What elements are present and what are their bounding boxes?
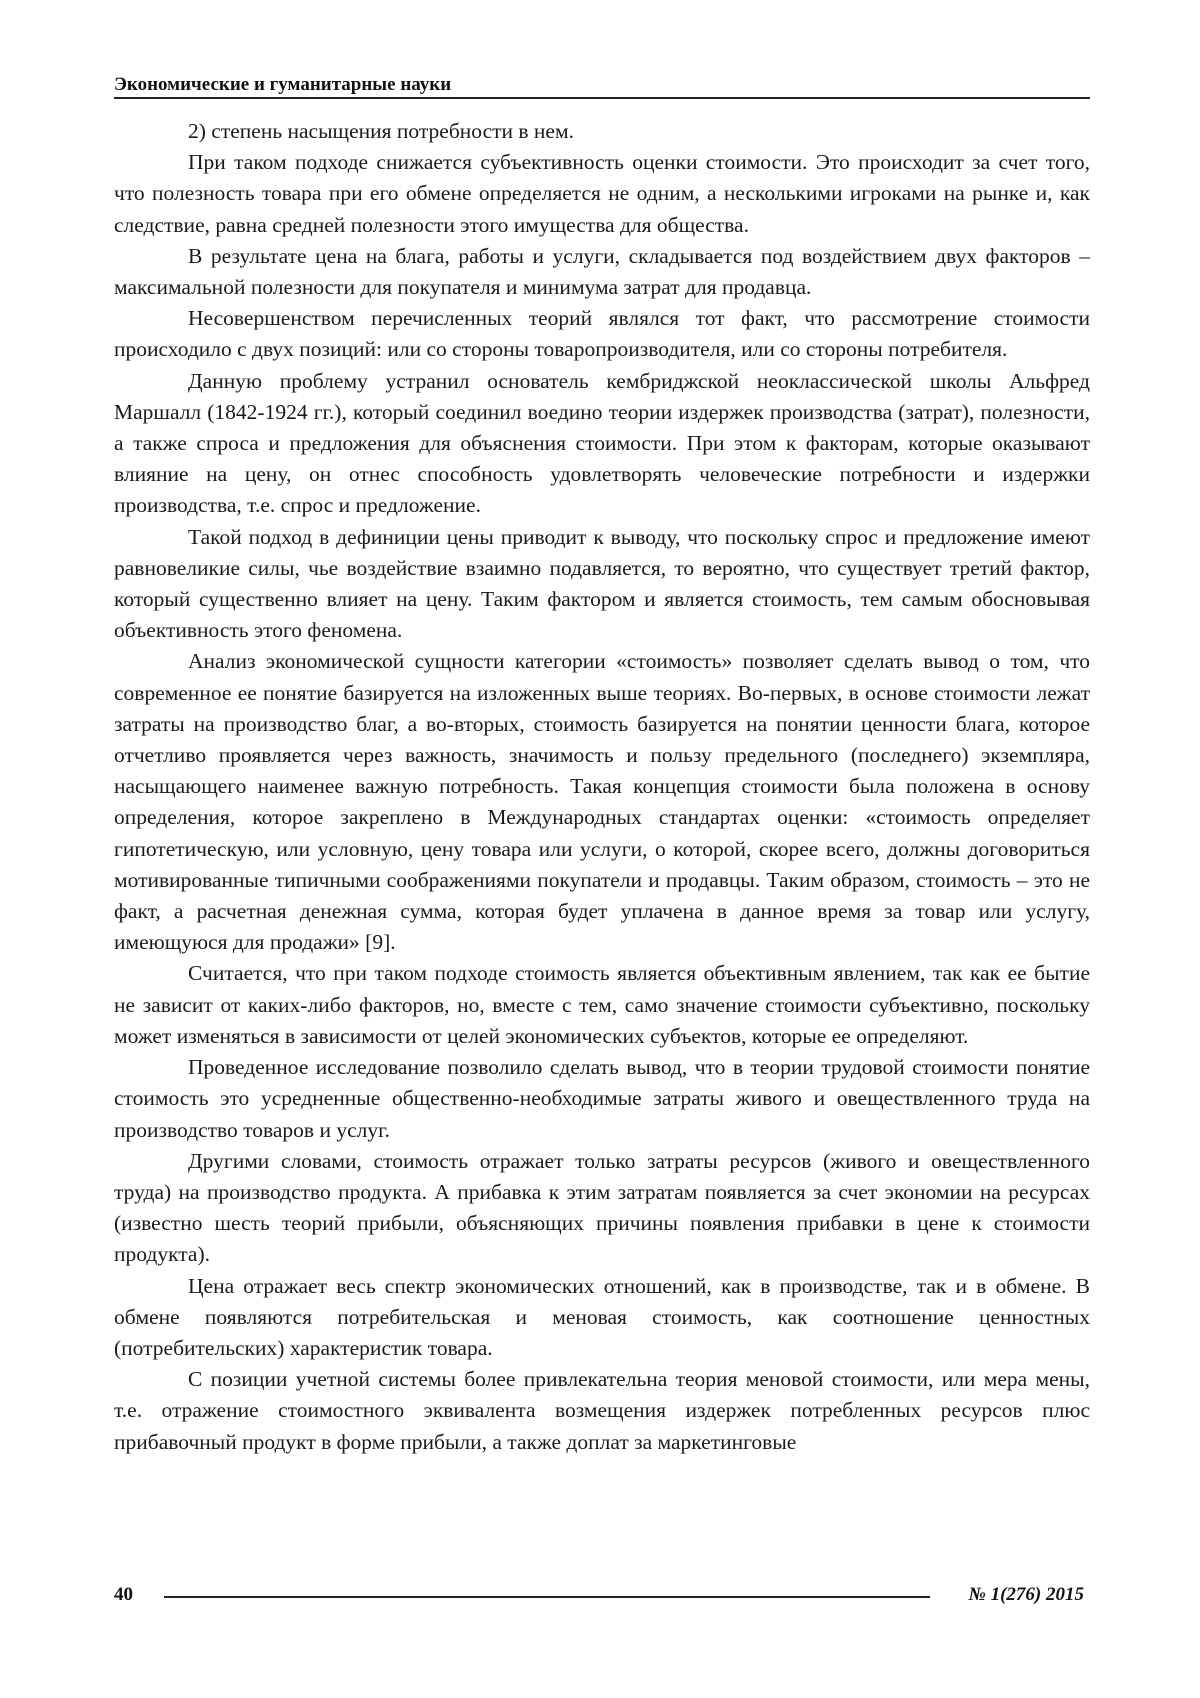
paragraph: С позиции учетной системы более привлекательна теория меновой стоимости, или мера мены, т.е. отражение стоимостного эквивалента возмещения издержек потребленных ресурсов плюс прибавочный продукт в форме прибыли, а также доплат за маркетинговые: [114, 1364, 1090, 1458]
issue-number: № 1(276) 2015: [968, 1584, 1084, 1606]
paragraph: Данную проблему устранил основатель кембриджской неоклассической школы Альфред Маршалл (1842-1924 гг.), который соединил воедино теории издержек производства (затрат), полезности, а также спроса и предложения для объяснения стоимости. При этом к факторам, которые оказывают влияние на цену, он отнес способность удовлетворять человеческие потребности и издержки производства, т.е. спрос и предложение.: [114, 366, 1090, 522]
paragraph: Проведенное исследование позволило сделать вывод, что в теории трудовой стоимости понятие стоимость это усредненные общественно-необходимые затраты живого и овеществленного труда на производство товаров и услуг.: [114, 1052, 1090, 1146]
paragraph: При таком подходе снижается субъективность оценки стоимости. Это происходит за счет того, что полезность товара при его обмене определяется не одним, а несколькими игроками на рынке и, как следствие, равна средней полезности этого имущества для общества.: [114, 147, 1090, 241]
document-page: [0, 0, 1200, 1698]
article-body: [114, 116, 1090, 1458]
paragraph: Такой подход в дефиниции цены приводит к выводу, что поскольку спрос и предложение имеют равновеликие силы, чье воздействие взаимно подавляется, то вероятно, что существует третий фактор, который существенно влияет на цену. Таким фактором и является стоимость, тем самым обосновывая объективность этого феномена.: [114, 522, 1090, 647]
paragraph: В результате цена на блага, работы и услуги, складывается под воздействием двух факторов – максимальной полезности для покупателя и минимума затрат для продавца.: [114, 241, 1090, 303]
page-footer: [114, 1584, 1090, 1608]
page-number: 40: [114, 1584, 133, 1606]
paragraph: Другими словами, стоимость отражает только затраты ресурсов (живого и овеществленного труда) на производство продукта. А прибавка к этим затратам появляется за счет экономии на ресурсах (известно шесть теорий прибыли, объясняющих причины появления прибавки в цене к стоимости продукта).: [114, 1146, 1090, 1271]
paragraph: Цена отражает весь спектр экономических отношений, как в производстве, так и в обмене. В обмене появляются потребительская и меновая стоимость, как соотношение ценностных (потребительских) характеристик товара.: [114, 1271, 1090, 1365]
paragraph: Считается, что при таком подходе стоимость является объективным явлением, так как ее бытие не зависит от каких-либо факторов, но, вместе с тем, само значение стоимости субъективно, поскольку может изменяться в зависимости от целей экономических субъектов, которые ее определяют.: [114, 958, 1090, 1052]
paragraph: Несовершенством перечисленных теорий являлся тот факт, что рассмотрение стоимости происходило с двух позиций: или со стороны товаропроизводителя, или со стороны потребителя.: [114, 303, 1090, 365]
running-header: Экономические и гуманитарные науки: [114, 74, 1090, 99]
paragraph: Анализ экономической сущности категории «стоимость» позволяет сделать вывод о том, что современное ее понятие базируется на изложенных выше теориях. Во-первых, в основе стоимости лежат затраты на производство благ, а во-вторых, стоимость базируется на понятии ценности блага, которое отчетливо проявляется через важность, значимость и пользу предельного (последнего) экземпляра, насыщающего наименее важную потребность. Такая концепция стоимости была положена в основу определения, которое закреплено в Международных стандартах оценки: «стоимость определяет гипотетическую, или условную, цену товара или услуги, о которой, скорее всего, должны договориться мотивированные типичными соображениями покупатели и продавцы. Таким образом, стоимость – это не факт, а расчетная денежная сумма, которая будет уплачена в данное время за товар или услугу, имеющуюся для продажи» [9].: [114, 646, 1090, 958]
paragraph: 2) степень насыщения потребности в нем.: [114, 116, 1090, 147]
footer-rule: [164, 1596, 930, 1598]
